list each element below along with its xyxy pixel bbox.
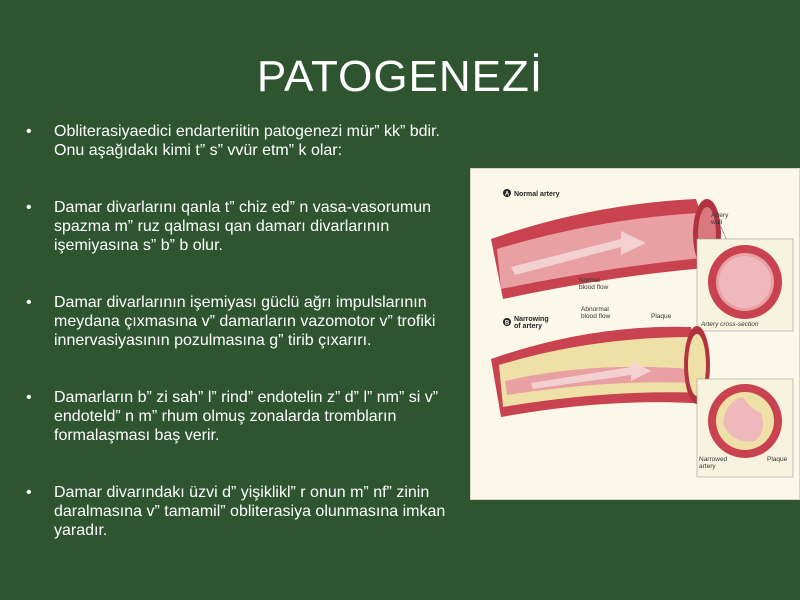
bullet-item: • Damar divarlarının işemiyası güclü ağrı impulslarının meydana çıxmasına v” damarların vazomotor v” trofiki innervasiyasının pozulmasına g” tirib çıxarırı. [26,293,466,350]
label-normal-flow: Normal blood flow [579,277,609,291]
bullet-item: • Damar divarındakı üzvi d” yişiklikl” r onun m” nf” zinin daralmasına v” tamamil” obliterasiya olunmasına imkan yaradır. [26,483,466,540]
label-plaque-top: Plaque [651,313,672,320]
bullet-item: • Obliterasiyaedici endarteriitin patogenezi mür” kk” bdir. Onu aşağıdakı kimi t” s” vvür etm” k olar: [26,122,466,160]
label-cross-section: Artery cross-section [701,321,759,328]
normal-cross-section [697,239,793,331]
panel-a-title: Normal artery [514,191,560,198]
artery-diagram [471,169,799,499]
bullet-item: • Damar divarlarını qanla t” chiz ed” n vasa-vasorumun spazma m” ruz qalması qan damarı divarlarının işemiyasına s” b” b olur. [26,198,466,255]
bullet-list [26,122,466,578]
label-narrowed-artery: Narrowed artery [699,456,728,470]
panel-b-letter: B [504,320,510,327]
narrowed-artery [491,326,710,417]
panel-a-letter: A [504,191,510,198]
panel-b-title: Narrowing of artery [514,316,549,330]
artery-illustration [470,168,800,500]
label-plaque-bottom: Plaque [767,456,788,463]
slide-title: PATOGENEZİ [256,52,544,101]
bullet-item: • Damarların b” zi sah” l” rind” endotelin z” d” l” nm” si v” endoteld” n m” rhum olmuş zonalarda trombların formalaşması baş verir. [26,388,466,445]
label-abnormal-flow: Abnormal blood flow [581,306,611,320]
label-artery-wall: Artery wall [711,212,729,226]
